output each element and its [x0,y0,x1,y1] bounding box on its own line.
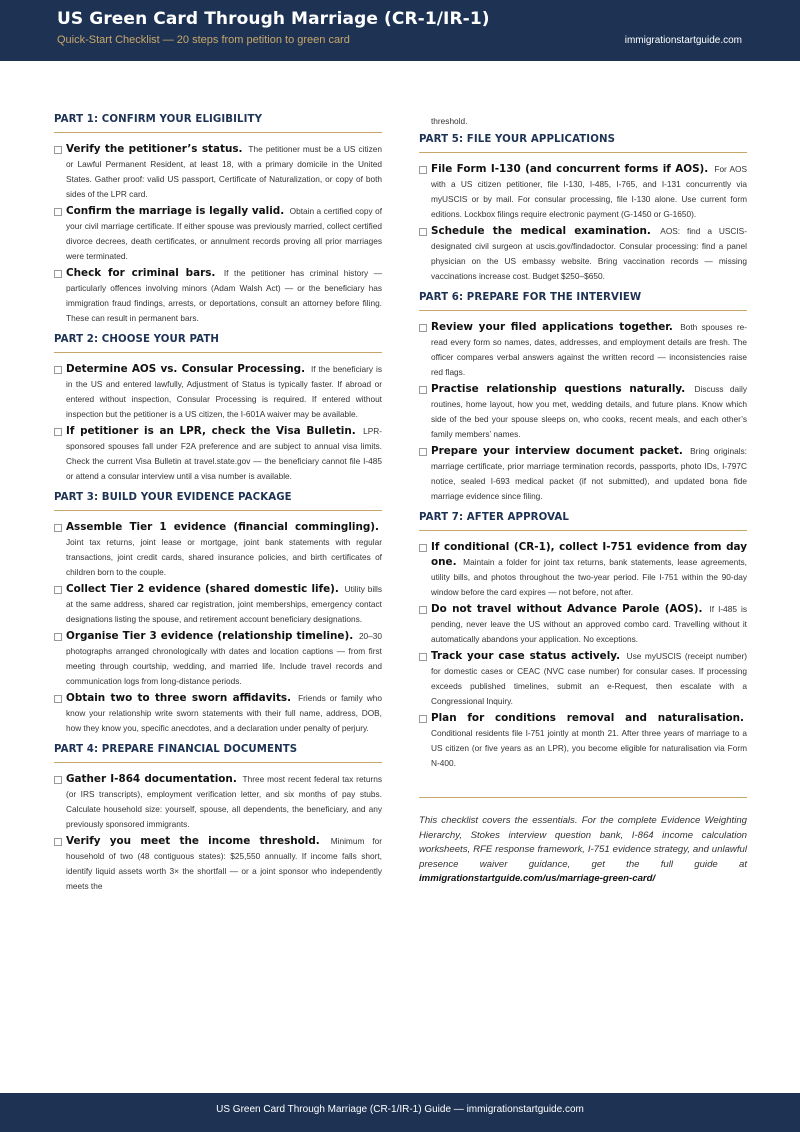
page-subtitle: Quick-Start Checklist — 20 steps from petition to green card [57,34,350,46]
checkbox-icon[interactable] [419,228,427,236]
page-title: US Green Card Through Marriage (CR-1/IR-1) [57,9,490,29]
checkbox-icon[interactable] [54,633,62,641]
checkbox-icon[interactable] [419,386,427,394]
item-body: Bring originals: marriage certificate, prior marriage termination records, passports, photo IDs, I-797C notice, sealed I-693 medical packet (if not submitted), and updated bona fide marriage evidence since filing. [431,446,747,501]
checklist-item [54,520,382,580]
checklist-item [419,711,747,771]
item-lead: Collect Tier 2 evidence (shared domestic life). [66,583,339,595]
item-lead: Track your case status actively. [431,650,621,662]
checkbox-icon[interactable] [419,324,427,332]
item-body: Minimum for household of two (48 contiguous states): $25,550 annually. If income falls short, identify liquid assets worth 3× the shortfall — or a joint sponsor who independently meets the [66,836,383,891]
item-body: 20–30 photographs arranged chronologically with dates and location captions — from first meeting through courtship, wedding, and married life. Include travel records and communication logs from long-distance periods. [66,631,383,686]
item-body: Three most recent federal tax returns (or IRS transcripts), employment verification letter, and six months of pay stubs. Calculate household size: yourself, spouse, all dependents, the beneficiary, and any previously sponsored immigrants. [66,774,383,829]
item-body: Joint tax returns, joint lease or mortgage, joint bank statements with regular transactions, joint credit cards, shared insurance policies, and birth certificates of children born to the couple. [66,537,382,577]
item-body: AOS: find a USCIS-designated civil surgeon at uscis.gov/findadoctor. Consular processing: find a panel physician on the US embassy website. Bring vaccination records — missing vaccinations increase cost. Budget $250–$650. [431,226,747,281]
item-body: If I-485 is pending, never leave the US without an approved combo card. Travelling without it automatically abandons your application. No exceptions. [431,604,747,644]
checkbox-icon[interactable] [419,544,427,552]
closing-divider [419,797,747,798]
checklist-item [419,162,747,222]
section-title: PART 7: AFTER APPROVAL [419,512,747,531]
section-title: PART 2: CHOOSE YOUR PATH [54,334,382,353]
checklist-item [54,142,382,202]
page-header [0,0,800,61]
page-footer [0,1093,800,1132]
checklist-item [54,424,382,484]
item-body: If the beneficiary is in the US and entered lawfully, Adjustment of Status is typically faster. If abroad or entered without inspection, Consular Processing is required. If entered without inspection but the petitioner is a US citizen, the I-601A waiver may be available. [66,364,382,419]
checkbox-icon[interactable] [54,428,62,436]
part-5-section [419,134,747,284]
continued-text: threshold. [431,116,468,126]
section-title: PART 5: FILE YOUR APPLICATIONS [419,134,747,153]
checkbox-icon[interactable] [54,270,62,278]
checklist-item [419,602,747,647]
section-title: PART 3: BUILD YOUR EVIDENCE PACKAGE [54,492,382,511]
item-lead: Determine AOS vs. Consular Processing. [66,363,306,375]
item-lead: Check for criminal bars. [66,267,216,279]
checklist-item [54,204,382,264]
checklist-item [419,224,747,284]
item-body: For AOS with a US citizen petitioner, file I-130, I-485, I-765, and I-131 concurrently via myUSCIS or by mail. For consular processing, file I-130 alone. Use current form editions. Lockbox filings require electronic payment (G-1450 or G-1650). [431,164,747,219]
item-lead: Do not travel without Advance Parole (AOS). [431,603,703,615]
item-body: Maintain a folder for joint tax returns, bank statements, lease agreements, utility bills, and photos throughout the two-year period. File I-751 within the 90-day window before the card expires — not before, not after. [431,557,747,597]
item-lead: Verify you meet the income threshold. [66,835,320,847]
item-lead: Plan for conditions removal and naturalisation. [431,712,744,724]
guide-link[interactable]: immigrationstartguide.com/us/marriage-green-card/ [419,873,656,884]
part-4-section [54,744,382,894]
item-lead: Verify the petitioner’s status. [66,143,243,155]
item-body: If the petitioner has criminal history — particularly offences involving minors (Adam Walsh Act) — or the beneficiary has immigration fraud findings, arrests, or deportations, consult an attorney before filing. These can result in permanent bars. [66,268,382,323]
section-title: PART 4: PREPARE FINANCIAL DOCUMENTS [54,744,382,763]
item-lead: Obtain two to three sworn affidavits. [66,692,292,704]
checklist-item [54,266,382,326]
item-body: Conditional residents file I-751 jointly at month 21. After three years of marriage to a US citizen (or five years as an LPR), you become eligible for naturalisation via Form N-400. [431,728,747,768]
checklist-item [54,362,382,422]
closing-text: This checklist covers the essentials. For the complete Evidence Weighting Hierarchy, Stokes interview question bank, I-864 income calculation worksheets, RFE response framework, I-751 evidence strategy, and unlawful presence waiver guidance, get the full guide at [419,815,747,870]
left-column [54,114,382,902]
checklist-item [419,320,747,380]
checkbox-icon[interactable] [54,776,62,784]
item-lead: Confirm the marriage is legally valid. [66,205,285,217]
item-body: Use myUSCIS (receipt number) for domestic cases or CEAC (NVC case number) for consular cases. If processing exceeds published timelines, submit an e-Request, then escalate with a Congressional Inquiry. [431,651,747,706]
item-body: Friends or family who know your relationship write sworn statements with their full name, address, DOB, how they know you, specific anecdotes, and a declaration under penalty of perjury. [66,693,382,733]
item-lead: Prepare your interview document packet. [431,445,683,457]
checkbox-icon[interactable] [419,715,427,723]
checkbox-icon[interactable] [54,366,62,374]
checklist-item [419,444,747,504]
checkbox-icon[interactable] [54,586,62,594]
item-body: LPR-sponsored spouses fall under F2A preference and are subject to annual visa limits. Check the current Visa Bulletin at travel.state.gov — the beneficiary cannot file I-485 or attend a consular interview until a visa number is available. [66,426,382,481]
checkbox-icon[interactable] [419,448,427,456]
checklist-item [54,834,382,894]
section-title: PART 1: CONFIRM YOUR ELIGIBILITY [54,114,382,133]
checklist-item [419,540,747,600]
header-site: immigrationstartguide.com [624,35,742,46]
part-6-section [419,292,747,504]
checklist-item [54,772,382,832]
section-title: PART 6: PREPARE FOR THE INTERVIEW [419,292,747,311]
item-lead: Practise relationship questions naturally. [431,383,686,395]
part-2-section [54,334,382,484]
item-lead: Schedule the medical examination. [431,225,651,237]
part-7-section [419,512,747,771]
item-body: Discuss daily routines, home layout, how you met, wedding details, and future plans. Know which side of the bed your spouse sleeps on, who cooks, recent meals, and each other’s family members’ names. [431,384,747,439]
checkbox-icon[interactable] [54,524,62,532]
part-3-section [54,492,382,736]
checklist-item [54,691,382,736]
footer-text: US Green Card Through Marriage (CR-1/IR-1) Guide — immigrationstartguide.com [216,1104,584,1115]
closing-note [419,814,747,887]
checkbox-icon[interactable] [54,146,62,154]
checkbox-icon[interactable] [54,208,62,216]
checkbox-icon[interactable] [419,606,427,614]
checklist-item [54,582,382,627]
checklist-item [54,629,382,689]
checklist-item [419,382,747,442]
checkbox-icon[interactable] [54,695,62,703]
item-body: Both spouses re-read every form so names, dates, addresses, and employment details are fresh. The officer compares verbal answers against the written record — inconsistencies raise red flags. [431,322,747,377]
checkbox-icon[interactable] [54,838,62,846]
item-lead: Organise Tier 3 evidence (relationship timeline). [66,630,354,642]
item-lead: File Form I-130 (and concurrent forms if AOS). [431,163,709,175]
item-body: Utility bills at the same address, shared car registration, joint memberships, emergency contact designations listing the spouse, and retirement account beneficiary designations. [66,584,382,624]
item-lead: Gather I-864 documentation. [66,773,237,785]
checkbox-icon[interactable] [419,166,427,174]
item-lead: Assemble Tier 1 evidence (financial commingling). [66,521,379,533]
item-body: Obtain a certified copy of your civil marriage certificate. If either spouse was previously married, collect certified divorce decrees, death certificates, or annulment records proving all prior marriages were terminated. [66,206,382,261]
right-column [419,114,747,887]
item-body: The petitioner must be a US citizen or Lawful Permanent Resident, at least 18, with a primary domicile in the United States. Gather proof: valid US passport, Certificate of Naturalization, or copy of both sides of the LPR card. [66,144,382,199]
part-1-section [54,114,382,326]
checkbox-icon[interactable] [419,653,427,661]
item-lead: If conditional (CR-1), collect I-751 evidence from day one. [431,541,747,568]
item-lead: Review your filed applications together. [431,321,673,333]
item-lead: If petitioner is an LPR, check the Visa Bulletin. [66,425,356,437]
checklist-item [419,649,747,709]
